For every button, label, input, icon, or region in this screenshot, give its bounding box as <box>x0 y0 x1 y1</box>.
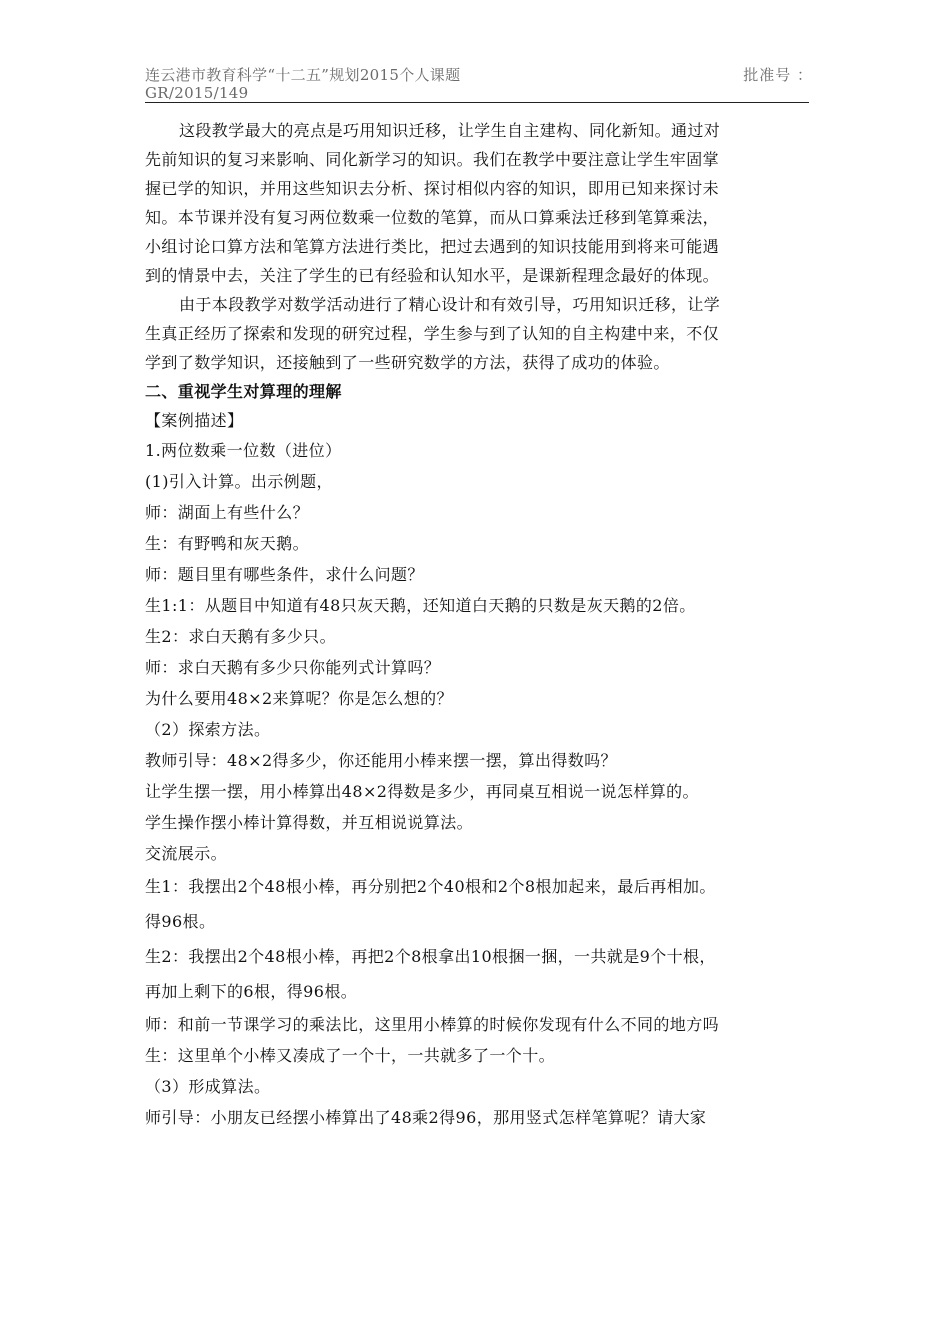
text-line: 学生操作摆小棒计算得数，并互相说说算法。 <box>145 813 474 832</box>
header-title-line1: 连云港市教育科学“十二五”规划2015个人课题 <box>145 66 461 84</box>
dialogue-line: 再加上剩下的6根，得96根。 <box>145 982 358 1001</box>
text-line: 教师引导：48×2得多少，你还能用小棒来摆一摆，算出得数吗？ <box>145 751 617 770</box>
dialogue-line: 师引导：小朋友已经摆小棒算出了48乘2得96，那用竖式怎样笔算呢？请大家 <box>145 1108 707 1127</box>
header-project-title <box>145 66 460 102</box>
dialogue-line: 师：湖面上有些什么？ <box>145 503 310 522</box>
text-line: 由于本段教学对数学活动进行了精心设计和有效引导，巧用知识迁移，让学 <box>179 295 721 314</box>
text-line: 交流展示。 <box>145 844 228 863</box>
step-heading: （2）探索方法。 <box>145 720 271 739</box>
text-line: 握已学的知识，并用这些知识去分析、探讨相似内容的知识，即用已知来探讨未 <box>145 179 720 198</box>
text-line: 小组讨论口算方法和笔算方法进行类比，把过去遇到的知识技能用到将来可能遇 <box>145 237 720 256</box>
paragraph-1 <box>145 116 815 290</box>
text-line: 学到了数学知识，还接触到了一些研究数学的方法，获得了成功的体验。 <box>145 353 670 372</box>
dialogue-line: 师：求白天鹅有多少只你能列式计算吗？ <box>145 658 441 677</box>
text-line: 先前知识的复习来影响、同化新学习的知识。我们在教学中要注意让学生牢固掌 <box>145 150 720 169</box>
subsection-heading: 1.两位数乘一位数（进位） <box>145 441 342 460</box>
case-label: 【案例描述】 <box>145 411 244 430</box>
text-line: (1)引入计算。出示例题， <box>145 472 333 491</box>
page-header <box>145 66 813 103</box>
dialogue-line: 生：这里单个小棒又凑成了一个十，一共就多了一个十。 <box>145 1046 556 1065</box>
dialogue-line: 生1:1：从题目中知道有48只灰天鹅，还知道白天鹅的只数是灰天鹅的2倍。 <box>145 596 696 615</box>
text-line: 让学生摆一摆，用小棒算出48×2得数是多少，再同桌互相说一说怎样算的。 <box>145 782 699 801</box>
section-heading: 二、重视学生对算理的理解 <box>145 382 342 401</box>
document-body <box>145 116 815 1133</box>
step-heading: （3）形成算法。 <box>145 1077 271 1096</box>
header-title-line2: GR/2015/149 <box>145 84 249 102</box>
dialogue-line: 生2：我摆出2个48根小棒，再把2个8根拿出10根捆一捆，一共就是9个十根， <box>145 947 716 966</box>
dialogue-line: 师：和前一节课学习的乘法比，这里用小棒算的时候你发现有什么不同的地方吗 <box>145 1015 720 1034</box>
text-line: 这段教学最大的亮点是巧用知识迁移，让学生自主建构、同化新知。通过对 <box>179 121 721 140</box>
text-line: 到的情景中去，关注了学生的已有经验和认知水平，是课新程理念最好的体现。 <box>145 266 720 285</box>
dialogue-line: 生1：我摆出2个48根小棒，再分别把2个40根和2个8根加起来，最后再相加。 <box>145 877 716 896</box>
dialogue-line: 为什么要用48×2来算呢？你是怎么想的？ <box>145 689 453 708</box>
paragraph-2 <box>145 290 815 377</box>
header-approval-number: 批准号 ： <box>743 66 813 84</box>
dialogue-line: 生2：求白天鹅有多少只。 <box>145 627 336 646</box>
dialogue-line: 师：题目里有哪些条件，求什么问题？ <box>145 565 424 584</box>
text-line: 知。本节课并没有复习两位数乘一位数的笔算，而从口算乘法迁移到笔算乘法， <box>145 208 720 227</box>
text-line: 生真正经历了探索和发现的研究过程，学生参与到了认知的自主构建中来，不仅 <box>145 324 720 343</box>
dialogue-line: 生：有野鸭和灰天鹅。 <box>145 534 310 553</box>
dialogue-line: 得96根。 <box>145 912 216 931</box>
